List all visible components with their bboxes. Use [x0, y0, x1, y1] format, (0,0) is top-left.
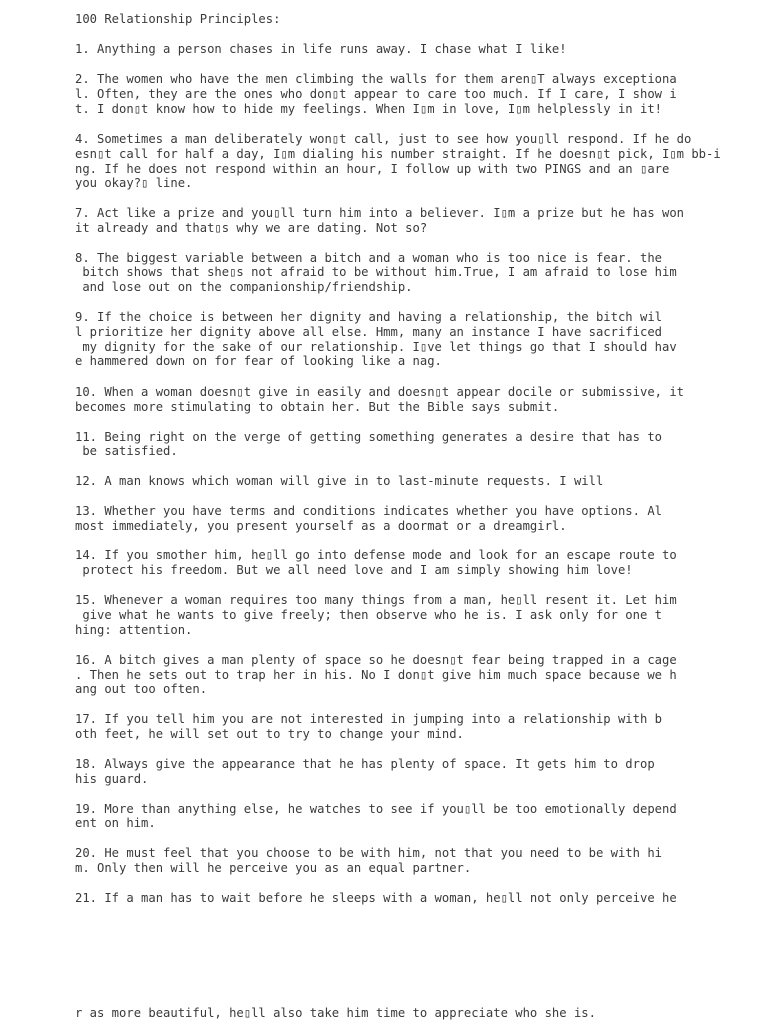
text-line: ent on him.	[75, 816, 156, 830]
text-line: 2. The women who have the men climbing the walls for them aren▯T always exceptiona	[75, 72, 677, 86]
text-line: 9. If the choice is between her dignity and having a relationship, the bitch wil	[75, 310, 662, 324]
text-line: 1. Anything a person chases in life runs away. I chase what I like!	[75, 42, 567, 56]
text-line: ng. If he does not respond within an hour, I follow up with two PINGS and an ▯are	[75, 162, 670, 176]
text-line: 21. If a man has to wait before he sleeps with a woman, he▯ll not only perceive he	[75, 891, 677, 905]
text-line: . Then he sets out to trap her in his. No I don▯t give him much space because we h	[75, 668, 677, 682]
text-line: 4. Sometimes a man deliberately won▯t call, just to see how you▯ll respond. If he do	[75, 132, 692, 146]
text-line: 7. Act like a prize and you▯ll turn him into a believer. I▯m a prize but he has won	[75, 206, 685, 220]
text-line: oth feet, he will set out to try to change your mind.	[75, 727, 464, 741]
text-line: 19. More than anything else, he watches to see if you▯ll be too emotionally depend	[75, 802, 677, 816]
text-line: 10. When a woman doesn▯t give in easily and doesn▯t appear docile or submissive, it	[75, 385, 685, 399]
text-line: be satisfied.	[75, 444, 178, 458]
text-line: and lose out on the companionship/friendship.	[75, 280, 413, 294]
text-line: ang out too often.	[75, 682, 208, 696]
text-line: 14. If you smother him, he▯ll go into defense mode and look for an escape route to	[75, 548, 677, 562]
text-line: his guard.	[75, 772, 149, 786]
text-line: esn▯t call for half a day, I▯m dialing his number straight. If he doesn▯t pick, I▯m bb-i	[75, 147, 721, 161]
text-line: you okay?▯ line.	[75, 176, 193, 190]
text-line: e hammered down on for fear of looking like a nag.	[75, 354, 442, 368]
text-line: 18. Always give the appearance that he has plenty of space. It gets him to drop	[75, 757, 655, 771]
text-line: give what he wants to give freely; then observe who he is. I ask only for one t	[75, 608, 662, 622]
text-line: 8. The biggest variable between a bitch and a woman who is too nice is fear. the	[75, 251, 662, 265]
text-line: 12. A man knows which woman will give in to last-minute requests. I will	[75, 474, 604, 488]
text-line: 15. Whenever a woman requires too many things from a man, he▯ll resent it. Let him	[75, 593, 677, 607]
text-line: 16. A bitch gives a man plenty of space so he doesn▯t fear being trapped in a cage	[75, 653, 677, 667]
text-line: bitch shows that she▯s not afraid to be without him.True, I am afraid to lose him	[75, 265, 677, 279]
text-line: hing: attention.	[75, 623, 193, 637]
text-line: 11. Being right on the verge of getting something generates a desire that has to	[75, 430, 662, 444]
text-line: my dignity for the sake of our relationship. I▯ve let things go that I should hav	[75, 340, 677, 354]
text-line: 20. He must feel that you choose to be with him, not that you need to be with hi	[75, 846, 662, 860]
text-line: 17. If you tell him you are not interested in jumping into a relationship with b	[75, 712, 662, 726]
text-line: r as more beautiful, he▯ll also take him time to appreciate who she is.	[75, 1006, 596, 1020]
text-line: it already and that▯s why we are dating. Not so?	[75, 221, 428, 235]
text-line: l. Often, they are the ones who don▯t appear to care too much. If I care, I show i	[75, 87, 677, 101]
text-line: protect his freedom. But we all need love and I am simply showing him love!	[75, 563, 633, 577]
text-line: l prioritize her dignity above all else. Hmm, many an instance I have sacrificed	[75, 325, 662, 339]
document-title: 100 Relationship Principles:	[75, 12, 281, 26]
text-line: m. Only then will he perceive you as an equal partner.	[75, 861, 472, 875]
text-line: 13. Whether you have terms and conditions indicates whether you have options. Al	[75, 504, 662, 518]
text-line: t. I don▯t know how to hide my feelings. When I▯m in love, I▯m helplessly in it!	[75, 102, 662, 116]
text-line: becomes more stimulating to obtain her. But the Bible says submit.	[75, 400, 560, 414]
text-line: most immediately, you present yourself as a doormat or a dreamgirl.	[75, 519, 567, 533]
